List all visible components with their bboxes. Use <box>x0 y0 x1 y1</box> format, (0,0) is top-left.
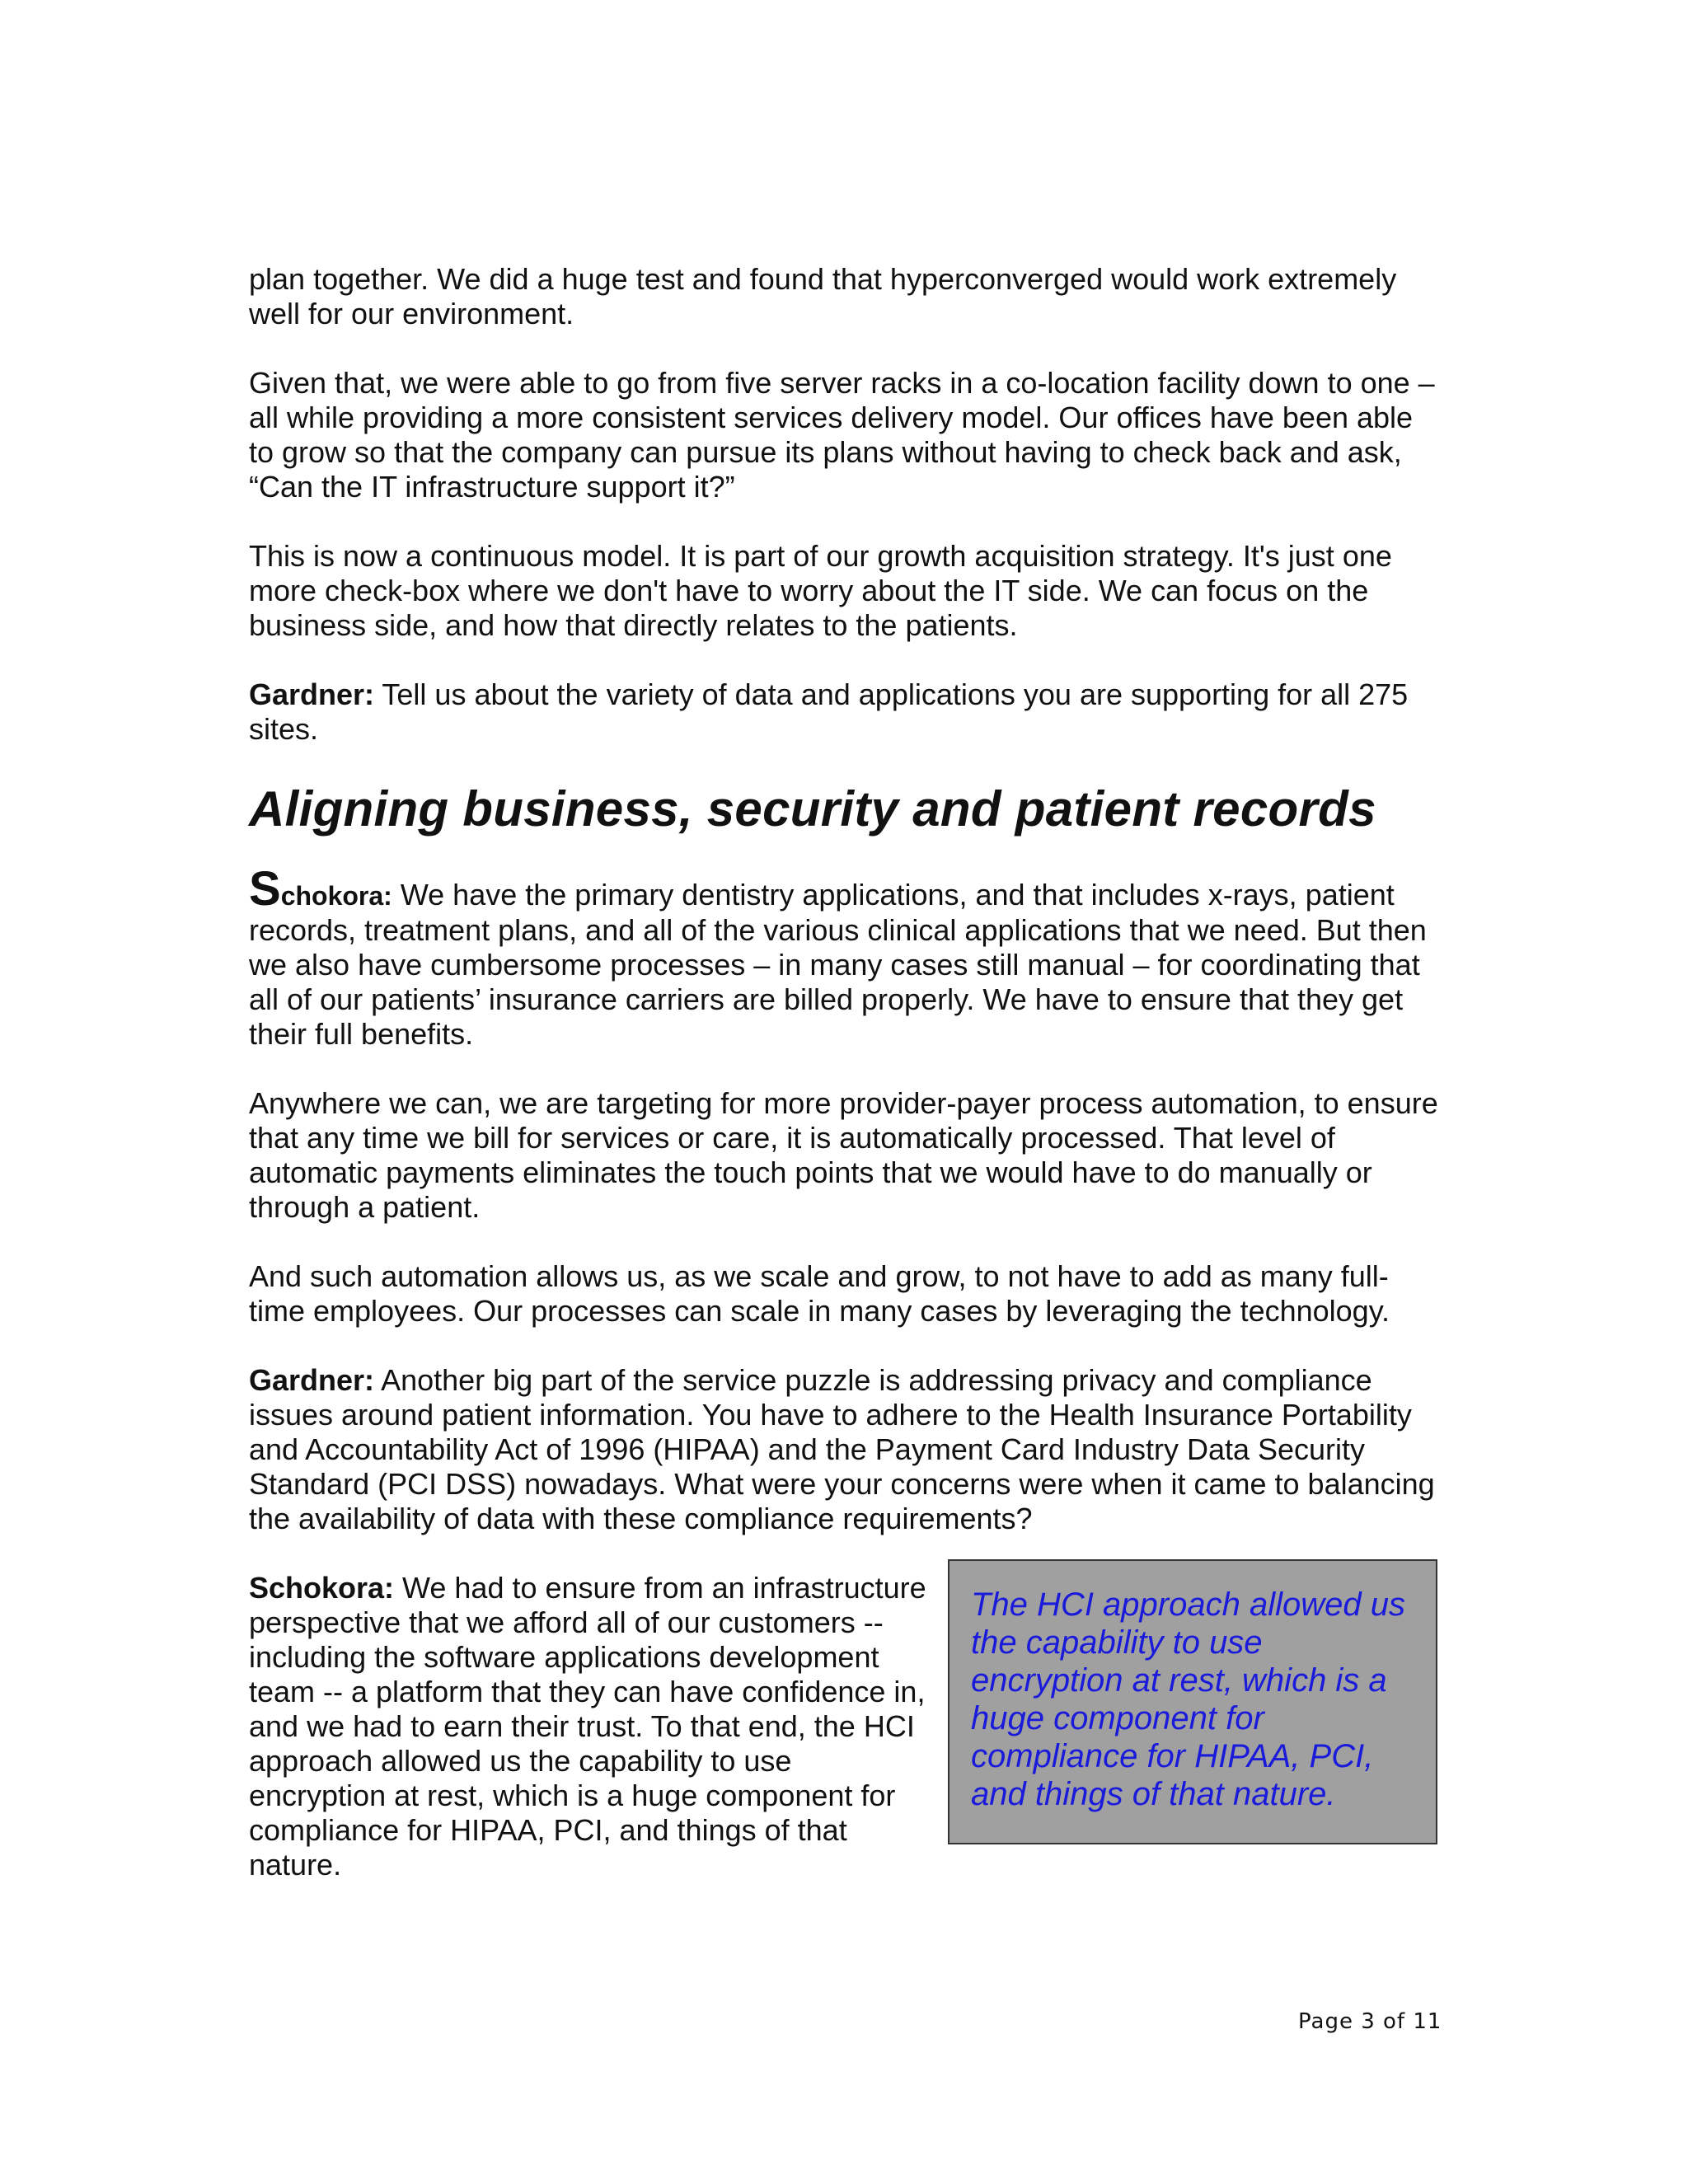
answer-1-text: We have the primary dentistry applications, and that includes x-rays, patient records, treatment plans, and all of the various clinical applications that we need. But then we also have cumbersome processes – in many cases still manual – for coordinating that all of our patients’ insurance carriers are billed properly. We have to ensure that they get their full benefits. <box>249 878 1427 1051</box>
section-heading: Aligning business, security and patient records <box>249 781 1376 837</box>
question-2-text: Another big part of the service puzzle is addressing privacy and compliance issues around patient information. You have to adhere to the Health Insurance Portability and Accountability Act of 1996 (HIPAA) and the Payment Card Industry Data Security Standard (PCI DSS) nowadays. What were your concerns were when it came to balancing the availability of data with these compliance requirements? <box>249 1363 1435 1535</box>
paragraph-4: Anywhere we can, we are targeting for more provider-payer process automation, to ensure that any time we bill for services or care, it is automatically processed. That level of automatic payments eliminates the touch points that we would have to do manually or through a patient. <box>249 1086 1438 1224</box>
page-content <box>249 262 1444 1884</box>
answer-with-pullquote <box>249 1571 1444 1884</box>
speaker-label: Gardner: <box>249 1363 375 1397</box>
paragraph-2: Given that, we were able to go from five server racks in a co-location facility down to one – all while providing a more consistent services delivery model. Our offices have been able to grow so that the company can pursue its plans without having to check back and ask, “Can the IT infrastructure support it?” <box>249 366 1435 504</box>
paragraph-3: This is now a continuous model. It is part of our growth acquisition strategy. It's just one more check-box where we don't have to worry about the IT side. We can focus on the business side, and how that directly relates to the patients. <box>249 539 1392 642</box>
answer-2-column <box>249 1571 933 1882</box>
drop-cap: S <box>249 862 281 916</box>
page-number: Page 3 of 11 <box>1298 2009 1442 2034</box>
pull-quote-text: The HCI approach allowed us the capability to use encryption at rest, which is a huge component for compliance for HIPAA, PCI, and things of that nature. <box>971 1586 1405 1812</box>
answer-2 <box>249 1571 933 1882</box>
paragraph-5: And such automation allows us, as we scale and grow, to not have to add as many full-time employees. Our processes can scale in many cases by leveraging the technology. <box>249 1259 1390 1328</box>
speaker-label: Gardner: <box>249 677 375 711</box>
speaker-label: Schokora: <box>249 1571 395 1605</box>
answer-1 <box>249 862 1444 1052</box>
paragraph-1: plan together. We did a huge test and found that hyperconverged would work extremely well for our environment. <box>249 262 1397 330</box>
answer-2-text: We had to ensure from an infrastructure perspective that we afford all of our customers -- including the software applications development team -- a platform that they can have confidence in, and we had to earn their trust. To that end, the HCI approach allowed us the capability to use encryption at rest, which is a huge component for compliance for HIPAA, PCI, and things of that nature. <box>249 1571 926 1882</box>
speaker-label: chokora: <box>280 881 392 911</box>
question-2 <box>249 1363 1444 1536</box>
pull-quote-box <box>948 1559 1437 1844</box>
question-1 <box>249 677 1444 747</box>
question-1-text: Tell us about the variety of data and applications you are supporting for all 275 sites. <box>249 677 1409 746</box>
